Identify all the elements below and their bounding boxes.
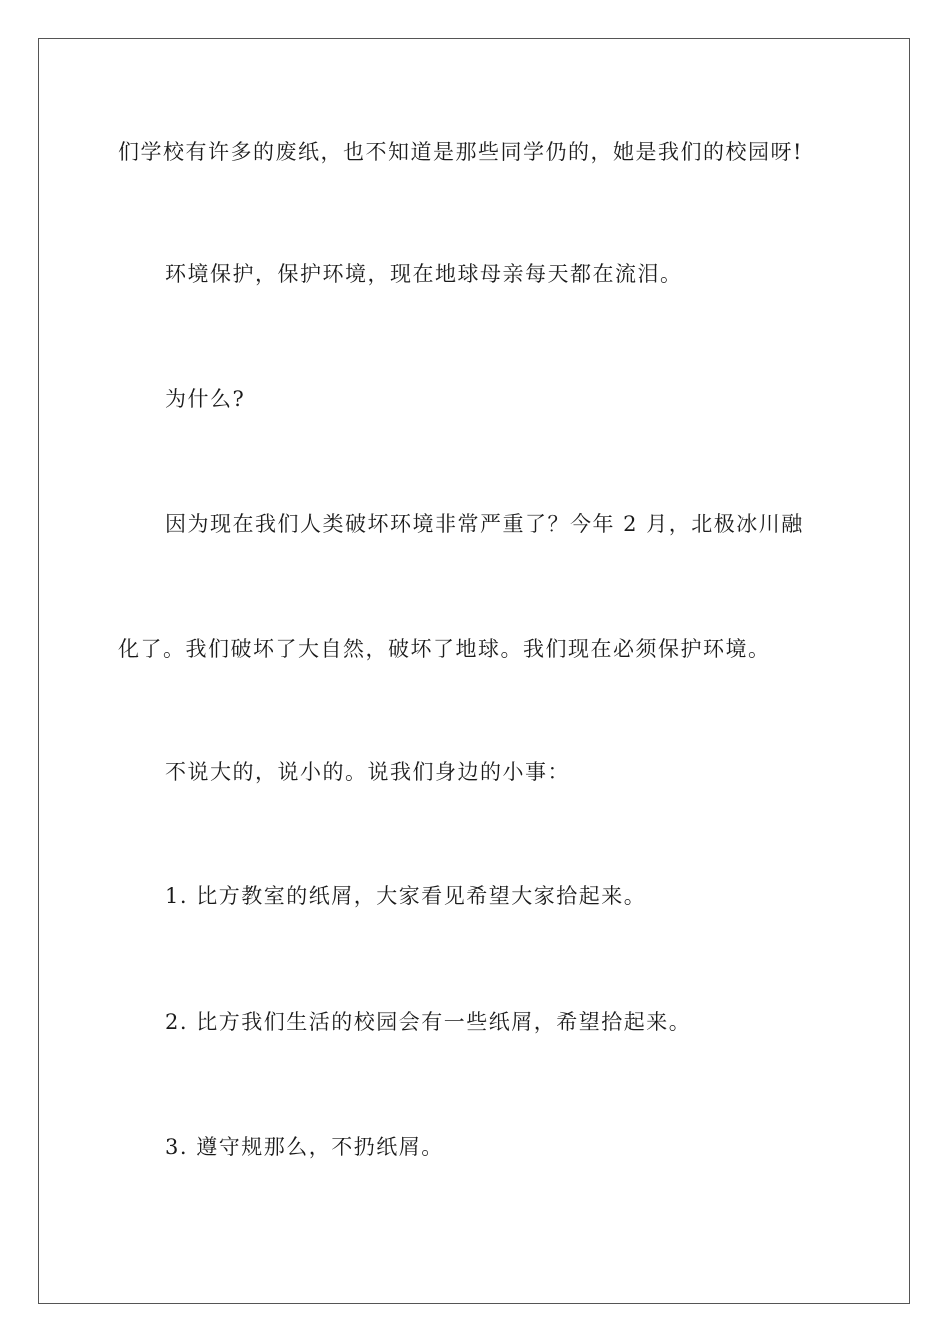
list-item-1: 1. 比方教室的纸屑，大家看见希望大家拾起来。 (165, 884, 647, 908)
text-line-1: 们学校有许多的废纸，也不知道是那些同学仍的，她是我们的校园呀! (118, 140, 803, 164)
page-frame (38, 38, 910, 1304)
text-line-2: 环境保护，保护环境，现在地球母亲每天都在流泪。 (165, 262, 683, 286)
text-line-5: 化了。我们破坏了大自然，破坏了地球。我们现在必须保护环境。 (118, 637, 771, 661)
text-line-6: 不说大的，说小的。说我们身边的小事： (165, 760, 570, 784)
list-item-2: 2. 比方我们生活的校园会有一些纸屑，希望拾起来。 (165, 1010, 692, 1034)
text-line-4: 因为现在我们人类破坏环境非常严重了？今年 2 月，北极冰川融 (165, 512, 804, 536)
list-item-3: 3. 遵守规那么，不扔纸屑。 (165, 1135, 444, 1159)
text-line-3: 为什么? (165, 387, 246, 411)
